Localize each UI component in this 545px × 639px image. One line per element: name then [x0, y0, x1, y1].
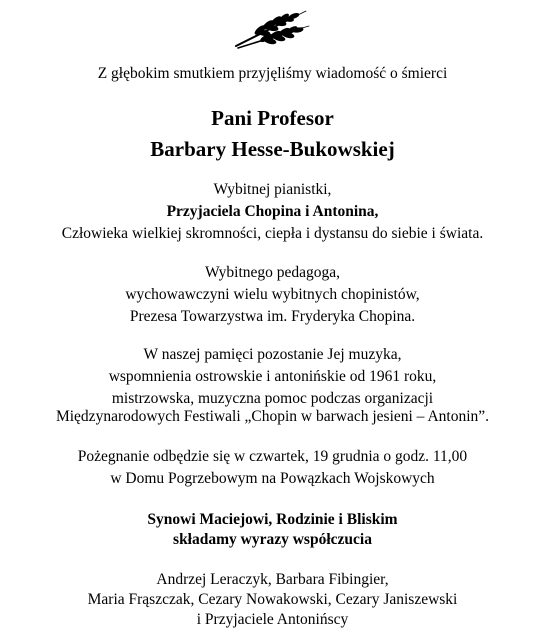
- paragraph3-line: W naszej pamięci pozostanie Jej muzyka,: [143, 346, 402, 363]
- paragraph1-line: Przyjaciela Chopina i Antonina,: [166, 203, 379, 220]
- paragraph3-line: wspomnienia ostrowskie i antonińskie od 1961 roku,: [108, 368, 437, 385]
- funeral-info-line: Pożegnanie odbędzie się w czwartek, 19 grudnia o godz. 11,00: [77, 448, 468, 465]
- deceased-name: Barbary Hesse-Bukowskiej: [150, 137, 395, 161]
- paragraph3-line: mistrzowska, muzyczna pomoc podczas organizacji: [111, 390, 434, 407]
- paragraph2-line: Wybitnego pedagoga,: [204, 264, 341, 281]
- funeral-info-line: w Domu Pogrzebowym na Powązkach Wojskowych: [110, 470, 435, 487]
- condolences-line: Synowi Maciejowi, Rodzinie i Bliskim: [147, 511, 398, 528]
- wheat-ears-icon: [230, 8, 310, 50]
- paragraph1-line: Wybitnej pianistki,: [213, 181, 332, 198]
- signatories-line: Maria Frąszczak, Cezary Nowakowski, Cezary Janiszewski: [87, 591, 458, 608]
- condolences-line: składamy wyrazy współczucia: [173, 531, 372, 548]
- paragraph1-line: Człowieka wielkiej skromności, ciepła i dystansu do siebie i świata.: [61, 225, 484, 242]
- signatories-line: Andrzej Leraczyk, Barbara Fibingier,: [156, 571, 389, 588]
- deceased-title: Pani Profesor: [211, 106, 334, 130]
- signatories-line: i Przyjaciele Antonińscy: [196, 611, 349, 628]
- paragraph2-line: wychowawczyni wielu wybitnych chopinistów,: [125, 286, 420, 303]
- paragraph3-line: Międzynarodowych Festiwali „Chopin w barwach jesieni – Antonin”.: [55, 408, 490, 425]
- paragraph2-line: Prezesa Towarzystwa im. Fryderyka Chopina.: [129, 308, 416, 325]
- intro-text: Z głębokim smutkiem przyjęliśmy wiadomość o śmierci: [97, 65, 448, 82]
